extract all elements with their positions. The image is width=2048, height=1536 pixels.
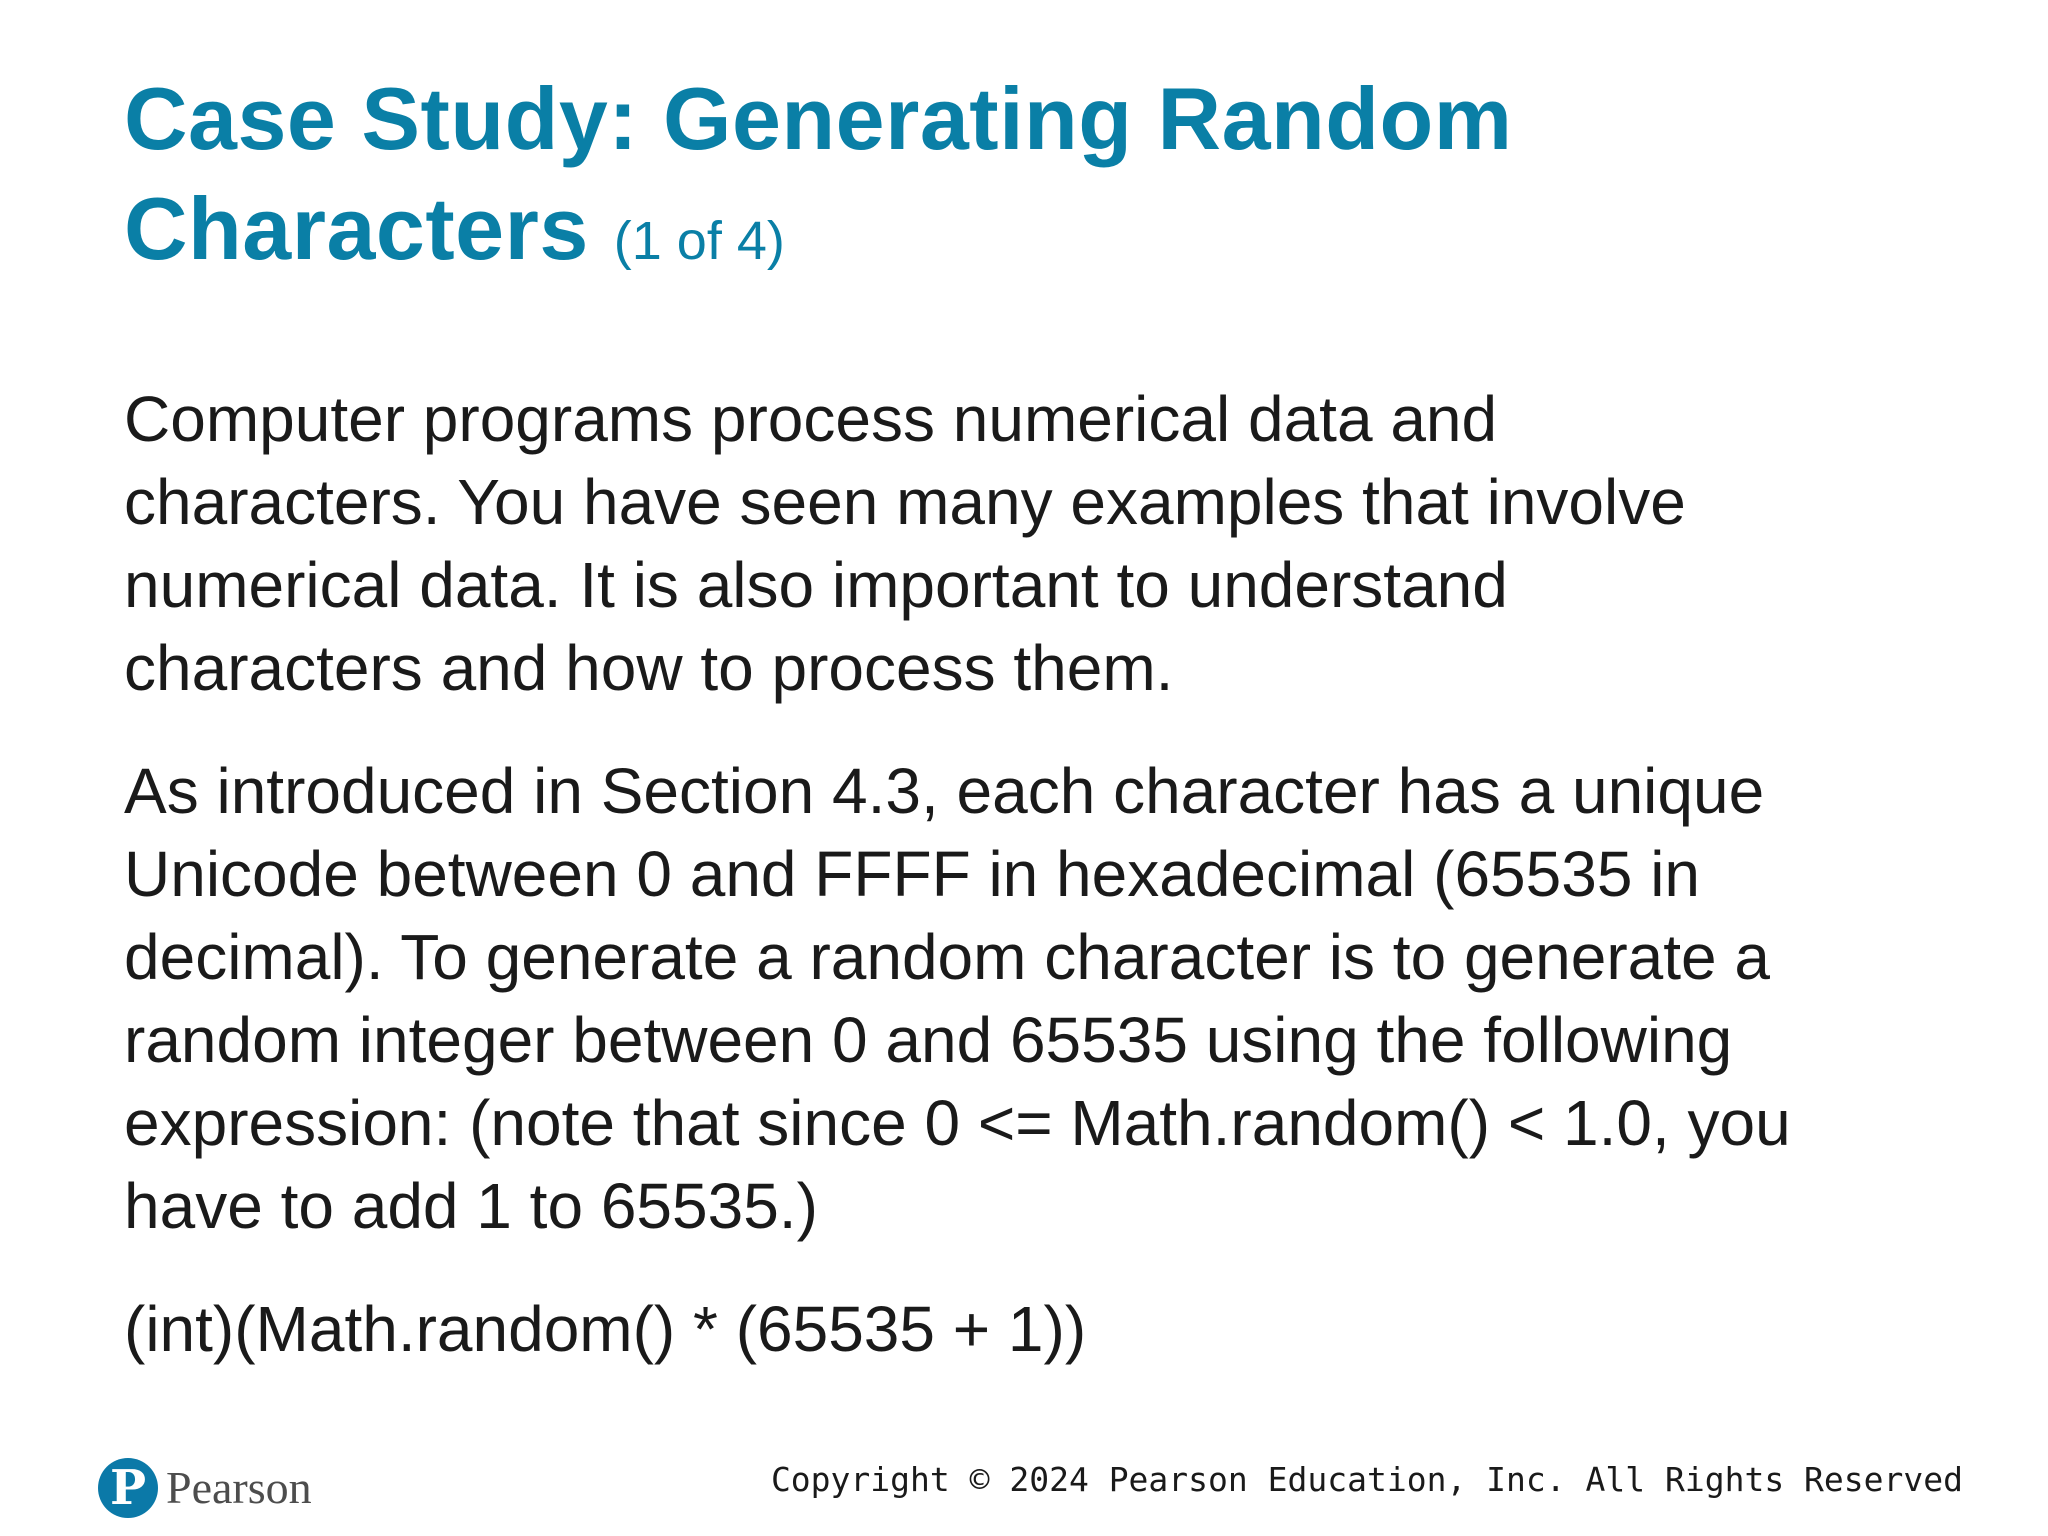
pearson-p-icon: P <box>98 1458 158 1518</box>
paragraph-line: Computer programs process numerical data and <box>124 383 1498 455</box>
pearson-logo <box>98 1453 312 1523</box>
paragraph-line: random integer between 0 and 65535 using the following <box>124 1004 1733 1076</box>
slide-body <box>124 378 1944 1371</box>
paragraph-line: As introduced in Section 4.3, each character has a unique <box>124 755 1765 827</box>
paragraph-line: have to add 1 to 65535.) <box>124 1170 818 1242</box>
pearson-wordmark: Pearson <box>166 1462 312 1513</box>
title-line-2 <box>124 174 1924 296</box>
paragraph-line: characters and how to process them. <box>124 632 1174 704</box>
paragraph-line: decimal). To generate a random character is to generate a <box>124 921 1770 993</box>
slide-title <box>124 64 1924 296</box>
paragraph-unicode <box>124 750 1944 1248</box>
title-line-1: Case Study: Generating Random <box>124 69 1513 168</box>
paragraph-line: numerical data. It is also important to understand <box>124 549 1508 621</box>
paragraph-line: Unicode between 0 and FFFF in hexadecimal (65535 in <box>124 838 1700 910</box>
part-indicator: (1 of 4) <box>613 211 785 271</box>
paragraph-intro <box>124 378 1944 710</box>
paragraph-line: expression: (note that since 0 <= Math.random() < 1.0, you <box>124 1087 1791 1159</box>
title-main-text: Characters <box>124 179 589 278</box>
paragraph-line: characters. You have seen many examples that involve <box>124 466 1686 538</box>
copyright-notice: Copyright © 2024 Pearson Education, Inc. All Rights Reserved <box>770 1460 1963 1499</box>
expression-code: (int)(Math.random() * (65535 + 1)) <box>124 1293 1087 1365</box>
